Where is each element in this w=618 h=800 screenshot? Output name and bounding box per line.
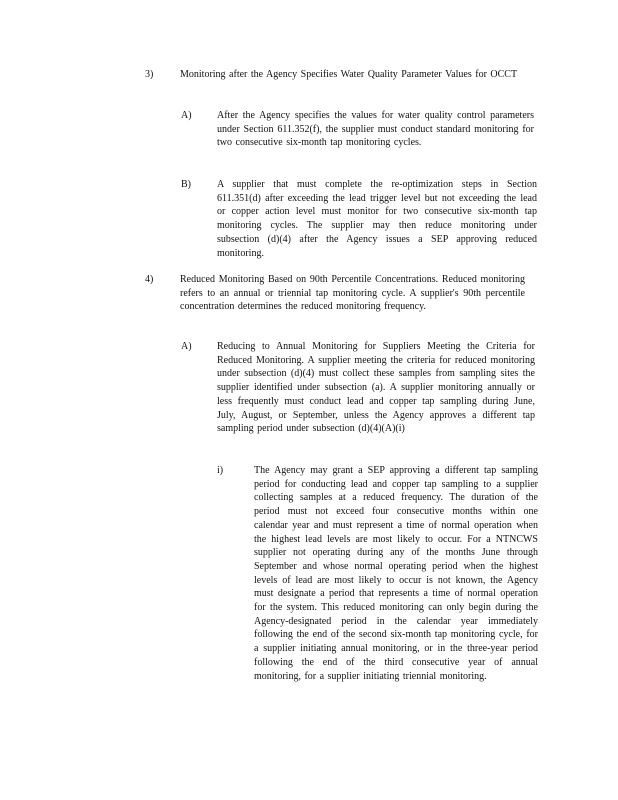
section-3a-paragraph: After the Agency specifies the values for water quality control parameters under Section 611.352(f), the supplier must conduct standard monitoring for two consecutive six-month tap monitoring cycles. bbox=[217, 110, 534, 149]
section-4a-paragraph: Reducing to Annual Monitoring for Suppliers Meeting the Criteria for Reduced Monitoring. A supplier meeting the criteria for reduced monitoring under subsection (d)(4) must collect these samples from sampling sites the supplier identified under subsection (a). A supplier monitoring annually or less frequently must conduct lead and copper tap sampling during June, July, August, or September, unless the Agency approves a different tap sampling period under subsection (d)(4)(A)(i) bbox=[217, 341, 535, 435]
section-3-number: 3) bbox=[145, 69, 154, 80]
section-4-paragraph: Reduced Monitoring Based on 90th Percentile Concentrations. Reduced monitoring refers to an annual or triennial tap monitoring cycle. A supplier's 90th percentile concentration determines the reduced monitoring frequency. bbox=[180, 274, 525, 313]
section-3b-number: B) bbox=[181, 179, 191, 190]
section-3a-number: A) bbox=[181, 110, 192, 121]
section-3-heading: Monitoring after the Agency Specifies Water Quality Parameter Values for OCCT bbox=[180, 69, 518, 80]
section-4a-number: A) bbox=[181, 341, 192, 352]
section-4a-i-number: i) bbox=[217, 465, 224, 476]
section-3b-paragraph: A supplier that must complete the re-optimization steps in Section 611.351(d) after exceeding the lead trigger level but not exceeding the lead or copper action level must monitor for two consecutive six-month tap monitoring cycles. The supplier may then reduce monitoring under subsection (d)(4) after the Agency issues a SEP approving reduced monitoring. bbox=[217, 179, 537, 259]
section-4-number: 4) bbox=[145, 274, 154, 285]
section-4a-i-paragraph: The Agency may grant a SEP approving a different tap sampling period for conducting lead and copper tap sampling to a supplier collecting samples at a reduced frequency. The duration of the period must not exceed four consecutive months within one calendar year and must represent a time of normal operation when the highest lead levels are most likely to occur. For a NTNCWS supplier not operating during any of the months June through September and whose normal operating period when the highest levels of lead are most likely to occur is not known, the Agency must designate a period that represents a time of normal operation for the system. This reduced monitoring can only begin during the Agency-designated period in the calendar year immediately following the end of the second six-month tap monitoring cycle, for a supplier initiating annual monitoring, or in the three-year period following the end of the third consecutive year of annual monitoring, for a supplier initiating triennial monitoring. bbox=[254, 465, 538, 682]
